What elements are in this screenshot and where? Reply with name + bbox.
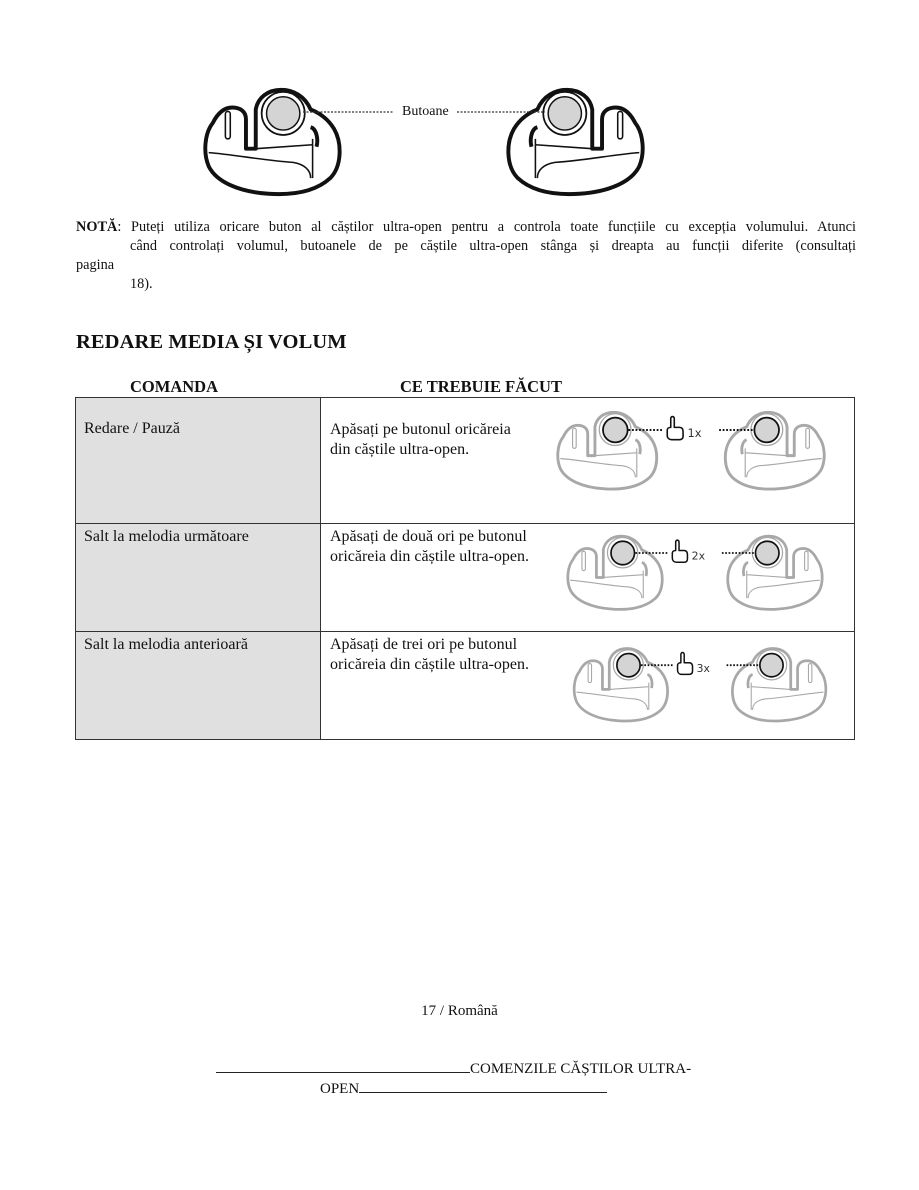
earbud-right-icon bbox=[728, 536, 822, 609]
section-title: REDARE MEDIA ȘI VOLUM bbox=[76, 331, 347, 353]
command-cell: Salt la melodia anterioară bbox=[76, 632, 321, 740]
action-text-line-1: Apăsați pe butonul oricăreia bbox=[330, 421, 511, 438]
column-header-command: COMANDA bbox=[130, 377, 218, 396]
action-text-line-2: oricăreia din căștile ultra-open. bbox=[330, 548, 530, 565]
footer-rule bbox=[359, 1078, 607, 1093]
note-line-3: pagina bbox=[76, 257, 115, 273]
action-text-line-2: oricăreia din căștile ultra-open. bbox=[330, 656, 530, 673]
earbud-left-icon bbox=[558, 412, 657, 489]
finger-press-icon bbox=[667, 417, 683, 440]
action-text-line-1: Apăsați de două ori pe butonul bbox=[330, 528, 527, 545]
running-footer-line-2 bbox=[320, 1078, 607, 1098]
buttons-callout-label: Butoane bbox=[402, 104, 449, 119]
earbud-right-icon bbox=[732, 649, 825, 722]
command-cell: Salt la melodia următoare bbox=[76, 524, 321, 632]
column-header-action: CE TREBUIE FĂCUT bbox=[400, 377, 562, 396]
running-title-1: COMENZILE CĂȘTILOR ULTRA- bbox=[470, 1061, 692, 1077]
press-once-figure bbox=[546, 408, 836, 496]
note-block bbox=[76, 218, 856, 294]
action-text-line-2: din căștile ultra-open. bbox=[330, 441, 470, 458]
footer-rule bbox=[216, 1058, 470, 1073]
press-three-times-figure bbox=[567, 644, 833, 728]
note-prefix: NOTĂ bbox=[76, 219, 118, 235]
press-count: 2x bbox=[691, 549, 706, 563]
note-line-4: 18). bbox=[130, 276, 153, 292]
running-footer-line-1 bbox=[216, 1058, 691, 1078]
press-twice-figure bbox=[557, 532, 833, 616]
earbud-right-icon bbox=[725, 412, 824, 489]
action-cell bbox=[321, 398, 855, 524]
table-row bbox=[76, 524, 855, 632]
earbuds-buttons-figure bbox=[195, 82, 655, 202]
finger-press-icon bbox=[672, 540, 687, 562]
note-line-2: când controlați volumul, butoanele de pe căștile ultra-open stânga și dreapta au funcții diferite (consultați bbox=[130, 238, 856, 254]
action-cell bbox=[321, 524, 855, 632]
finger-press-icon bbox=[678, 653, 693, 675]
press-count: 3x bbox=[696, 661, 710, 675]
earbud-right-icon bbox=[508, 90, 642, 194]
earbud-left-icon bbox=[205, 90, 339, 194]
command-cell: Redare / Pauză bbox=[76, 398, 321, 524]
note-line-1: : Puteți utiliza oricare buton al căștilor ultra-open pentru a controla toate funcțiile cu excepția volumului. Atunci bbox=[117, 219, 856, 235]
press-count: 1x bbox=[687, 426, 702, 441]
table-row bbox=[76, 632, 855, 740]
earbud-left-icon bbox=[568, 536, 662, 609]
page-number: 17 / Română bbox=[421, 1003, 498, 1019]
action-cell bbox=[321, 632, 855, 740]
action-text-line-1: Apăsați de trei ori pe butonul bbox=[330, 636, 518, 653]
running-title-2: OPEN bbox=[320, 1081, 360, 1097]
table-row bbox=[76, 398, 855, 524]
earbud-left-icon bbox=[574, 649, 667, 722]
commands-table bbox=[75, 397, 855, 740]
